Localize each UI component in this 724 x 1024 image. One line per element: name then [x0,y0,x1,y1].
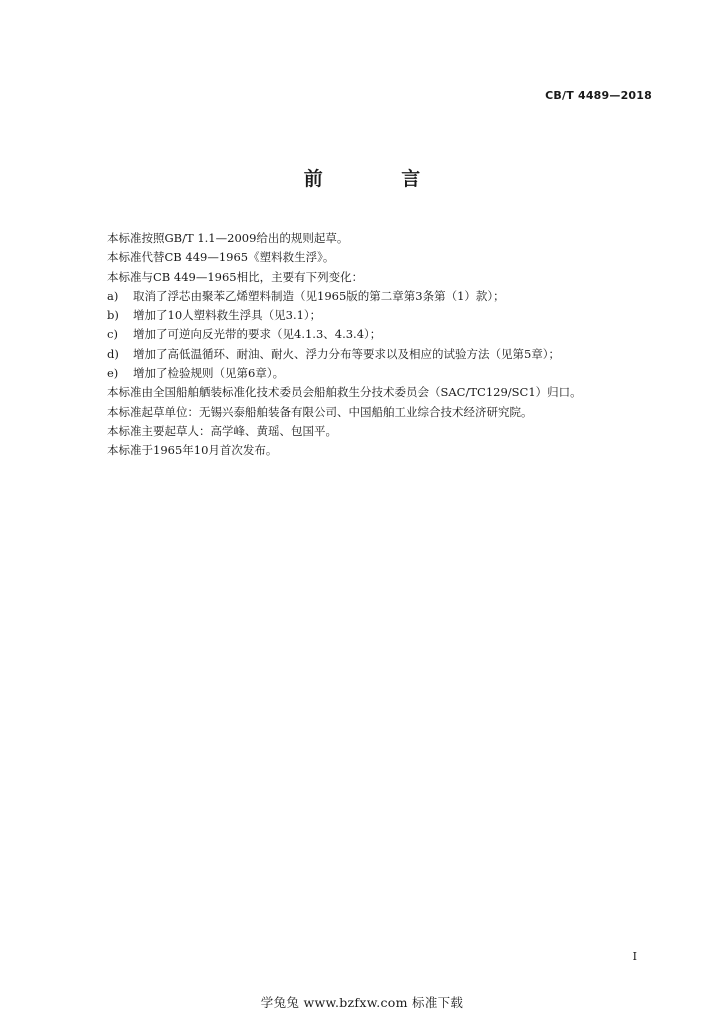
paragraph: 本标准与CB 449—1965相比，主要有下列变化： [107,269,364,284]
watermark-footer: 学兔兔 www.bzfxw.com 标准下载 [260,995,464,1010]
change-item [107,345,667,364]
change-item-text: 取消了浮芯由聚苯乙烯塑料制造（见1965版的第二章第3条第（1）款）； [133,288,505,303]
change-item-text: 增加了检验规则（见第6章）。 [133,366,285,381]
change-item-mark: c) [107,327,118,342]
change-item-text: 增加了高低温循环、耐油、耐火、浮力分布等要求以及相应的试验方法（见第5章）； [133,346,561,361]
paragraph: 本标准由全国船舶舾装标准化技术委员会船舶救生分技术委员会（SAC/TC129/SC1）归口。 [107,385,582,400]
paragraph: 本标准起草单位：无锡兴泰船舶装备有限公司、中国船舶工业综合技术经济研究院。 [107,404,533,419]
paragraph: 本标准于1965年10月首次发布。 [107,443,278,458]
foreword-body [107,229,667,461]
change-item-mark: d) [107,346,119,361]
change-item-mark: a) [107,288,119,303]
change-item [107,364,667,383]
paragraph: 本标准主要起草人：高学峰、黄瑶、包国平。 [107,423,337,438]
page-number: I [632,950,637,963]
paragraph: 本标准代替CB 449—1965《塑料救生浮》。 [107,250,335,265]
change-item-mark: e) [107,366,119,381]
paragraph: 本标准按照GB/T 1.1—2009给出的规则起草。 [107,231,349,245]
change-item-text: 增加了10人塑料救生浮具（见3.1）； [133,308,322,323]
change-item [107,287,667,306]
change-item [107,325,667,344]
change-item [107,306,667,325]
change-item-text: 增加了可逆向反光带的要求（见4.1.3、4.3.4）； [133,327,382,342]
foreword-title: 前 言 [303,168,457,190]
standard-code: CB/T 4489—2018 [545,89,652,102]
change-item-mark: b) [107,308,119,323]
